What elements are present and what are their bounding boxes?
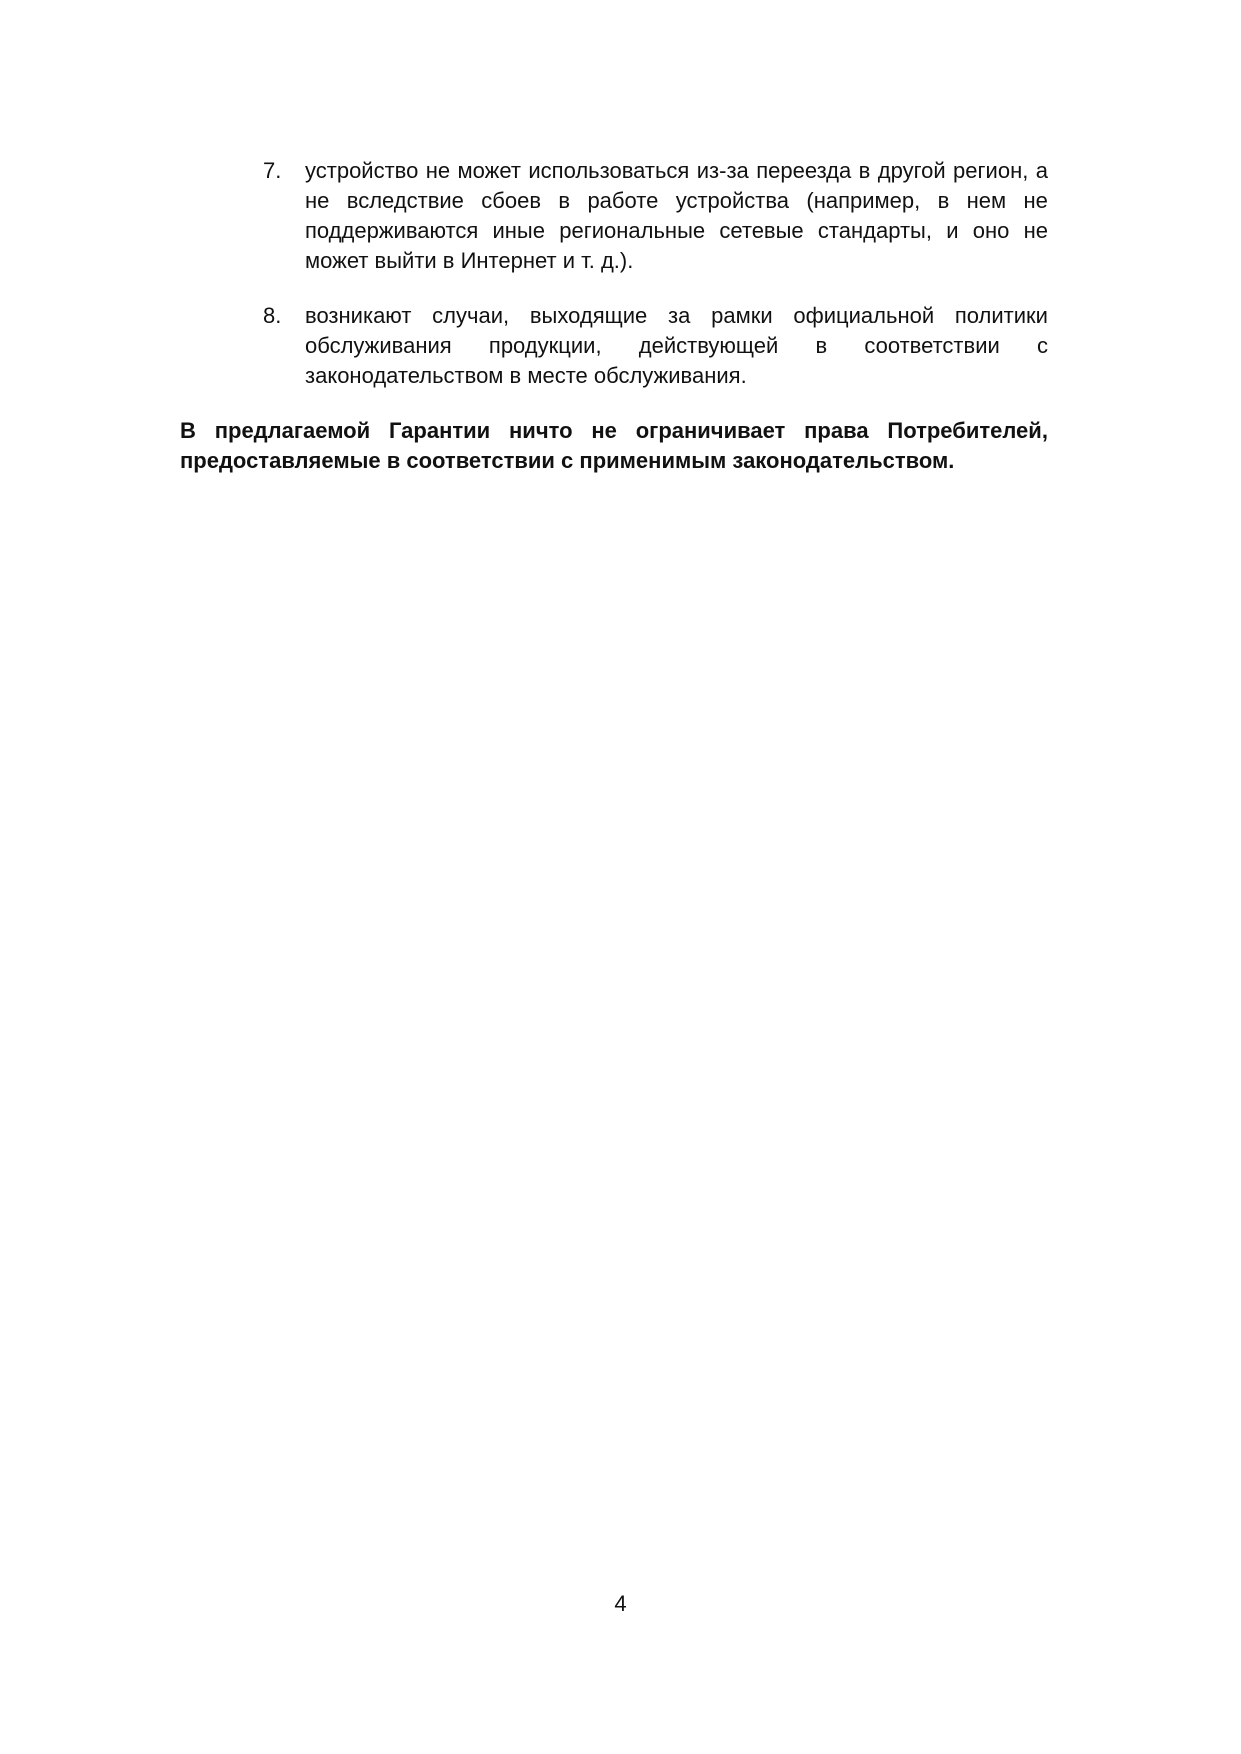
- text-line: может выйти в Интернет и т. д.).: [305, 248, 634, 273]
- list-item-8: [180, 301, 1048, 391]
- text-line: В предлагаемой Гарантии ничто не ограничивает права Потребителей,: [180, 418, 1048, 443]
- text-line: законодательством в месте обслуживания.: [305, 363, 747, 388]
- text-line: поддерживаются иные региональные сетевые стандарты, и оно не: [305, 218, 1048, 243]
- text-line: не вследствие сбоев в работе устройства (например, в нем не: [305, 188, 1048, 213]
- text-line: обслуживания продукции, действующей в соответствии с: [305, 333, 1048, 358]
- text-line: предоставляемые в соответствии с применимым законодательством.: [180, 448, 955, 473]
- page-number: 4: [614, 1591, 627, 1616]
- item-8-number: 8.: [263, 303, 282, 328]
- text-line: устройство не может использоваться из-за переезда в другой регион, а: [305, 158, 1048, 183]
- item-7-text: [305, 156, 1048, 276]
- item-8-text: [305, 301, 1048, 391]
- page-content: [180, 156, 1048, 476]
- list-item-7: [180, 156, 1048, 276]
- item-7-number: 7.: [263, 158, 282, 183]
- closing-paragraph: [180, 416, 1048, 476]
- text-line: возникают случаи, выходящие за рамки официальной политики: [305, 303, 1048, 328]
